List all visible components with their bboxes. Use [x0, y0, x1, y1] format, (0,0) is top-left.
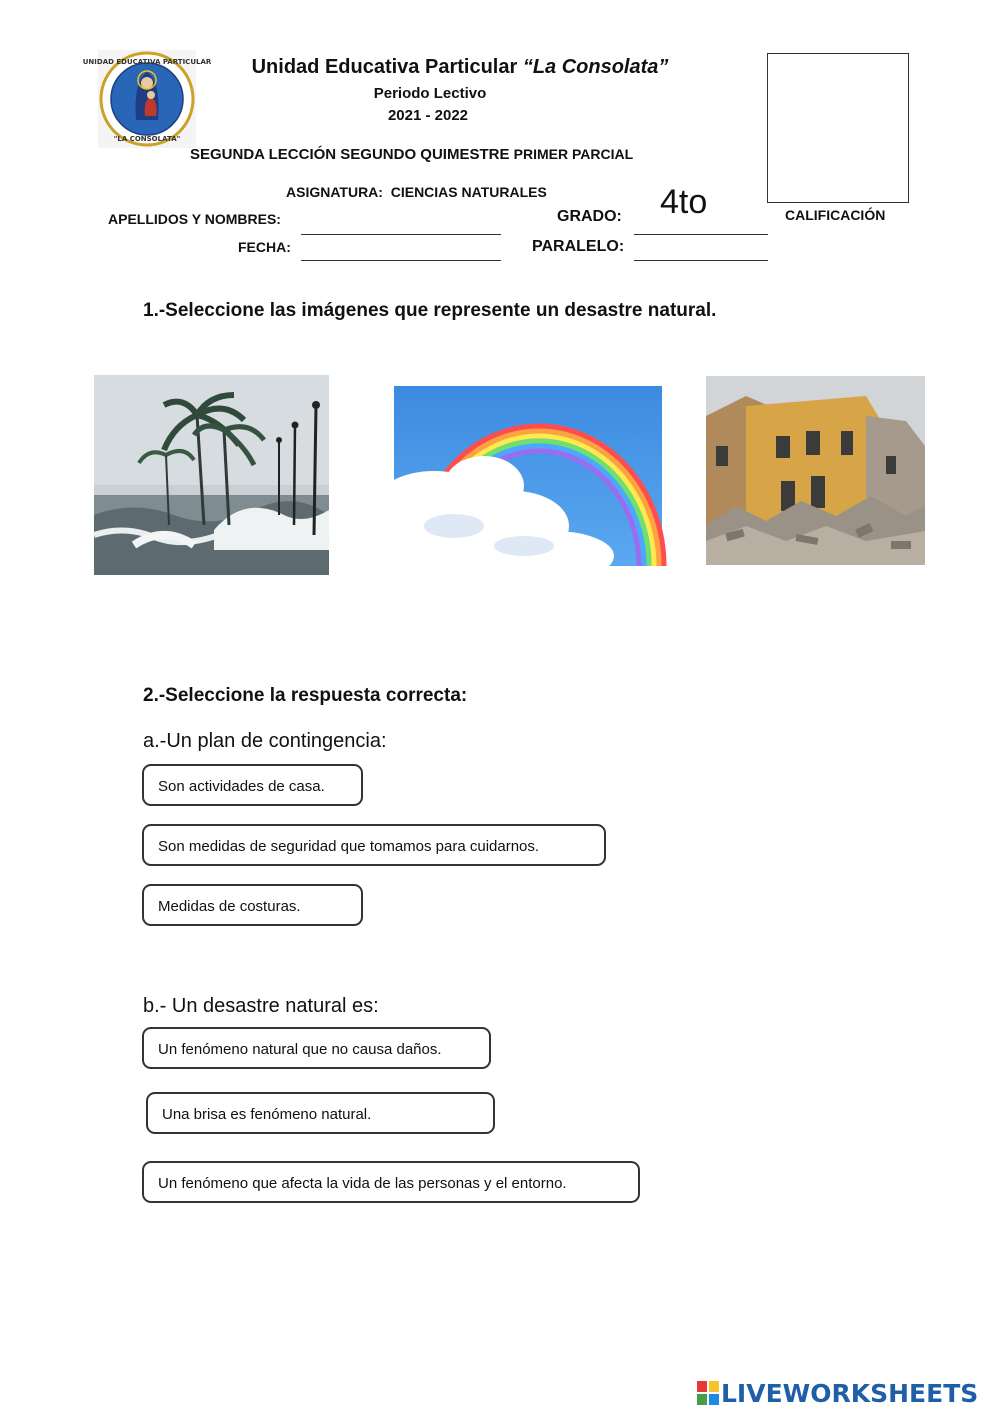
grade-value: 4to: [660, 183, 708, 221]
grade-label: GRADO:: [557, 208, 622, 225]
svg-text:UNIDAD EDUCATIVA PARTICULAR: UNIDAD EDUCATIVA PARTICULAR: [82, 58, 212, 66]
lesson-title-suffix: PRIMER PARCIAL: [513, 146, 634, 162]
school-title: [190, 56, 730, 79]
answer-b-option-1[interactable]: Un fenómeno natural que no causa daños.: [142, 1027, 491, 1069]
school-prefix: Unidad Educativa Particular: [251, 56, 523, 78]
svg-text:"LA CONSOLATA": "LA CONSOLATA": [113, 135, 181, 143]
rainbow-image[interactable]: [394, 386, 662, 566]
names-label: APELLIDOS Y NOMBRES:: [108, 211, 281, 227]
lesson-title-main: SEGUNDA LECCIÓN SEGUNDO QUIMESTRE: [190, 146, 510, 163]
section-field[interactable]: [634, 260, 768, 261]
date-label: FECHA:: [238, 239, 291, 255]
grade-box-label: CALIFICACIÓN: [785, 207, 886, 223]
period-label: Periodo Lectivo: [373, 85, 487, 102]
question2a-prompt: a.-Un plan de contingencia:: [143, 730, 387, 752]
question1-title: 1.-Seleccione las imágenes que represente un desastre natural.: [143, 300, 717, 321]
question2-title: 2.-Seleccione la respuesta correcta:: [143, 685, 468, 706]
section-label: PARALELO:: [532, 238, 625, 255]
earthquake-ruins-image[interactable]: [706, 376, 925, 565]
lesson-title: [190, 146, 750, 163]
subject-label: ASIGNATURA: CIENCIAS NATURALES: [286, 184, 547, 200]
names-field[interactable]: [301, 234, 501, 235]
liveworksheets-icon: [697, 1381, 719, 1405]
grade-box[interactable]: [767, 53, 909, 203]
question2b-prompt: b.- Un desastre natural es:: [143, 995, 379, 1017]
answer-a-option-1[interactable]: Son actividades de casa.: [142, 764, 363, 806]
school-name: “La Consolata”: [522, 56, 669, 78]
liveworksheets-logo: [697, 1378, 978, 1408]
period-years: 2021 - 2022: [387, 107, 469, 124]
grade-field[interactable]: [634, 234, 768, 235]
answer-a-option-3[interactable]: Medidas de costuras.: [142, 884, 363, 926]
brand-name: LIVEWORKSHEETS: [721, 1378, 979, 1408]
answer-a-option-2[interactable]: Son medidas de seguridad que tomamos para cuidarnos.: [142, 824, 606, 866]
answer-b-option-3[interactable]: Un fenómeno que afecta la vida de las personas y el entorno.: [142, 1161, 640, 1203]
school-logo: [82, 50, 212, 148]
answer-b-option-2[interactable]: Una brisa es fenómeno natural.: [146, 1092, 495, 1134]
hurricane-image[interactable]: [94, 375, 329, 575]
date-field[interactable]: [301, 260, 501, 261]
